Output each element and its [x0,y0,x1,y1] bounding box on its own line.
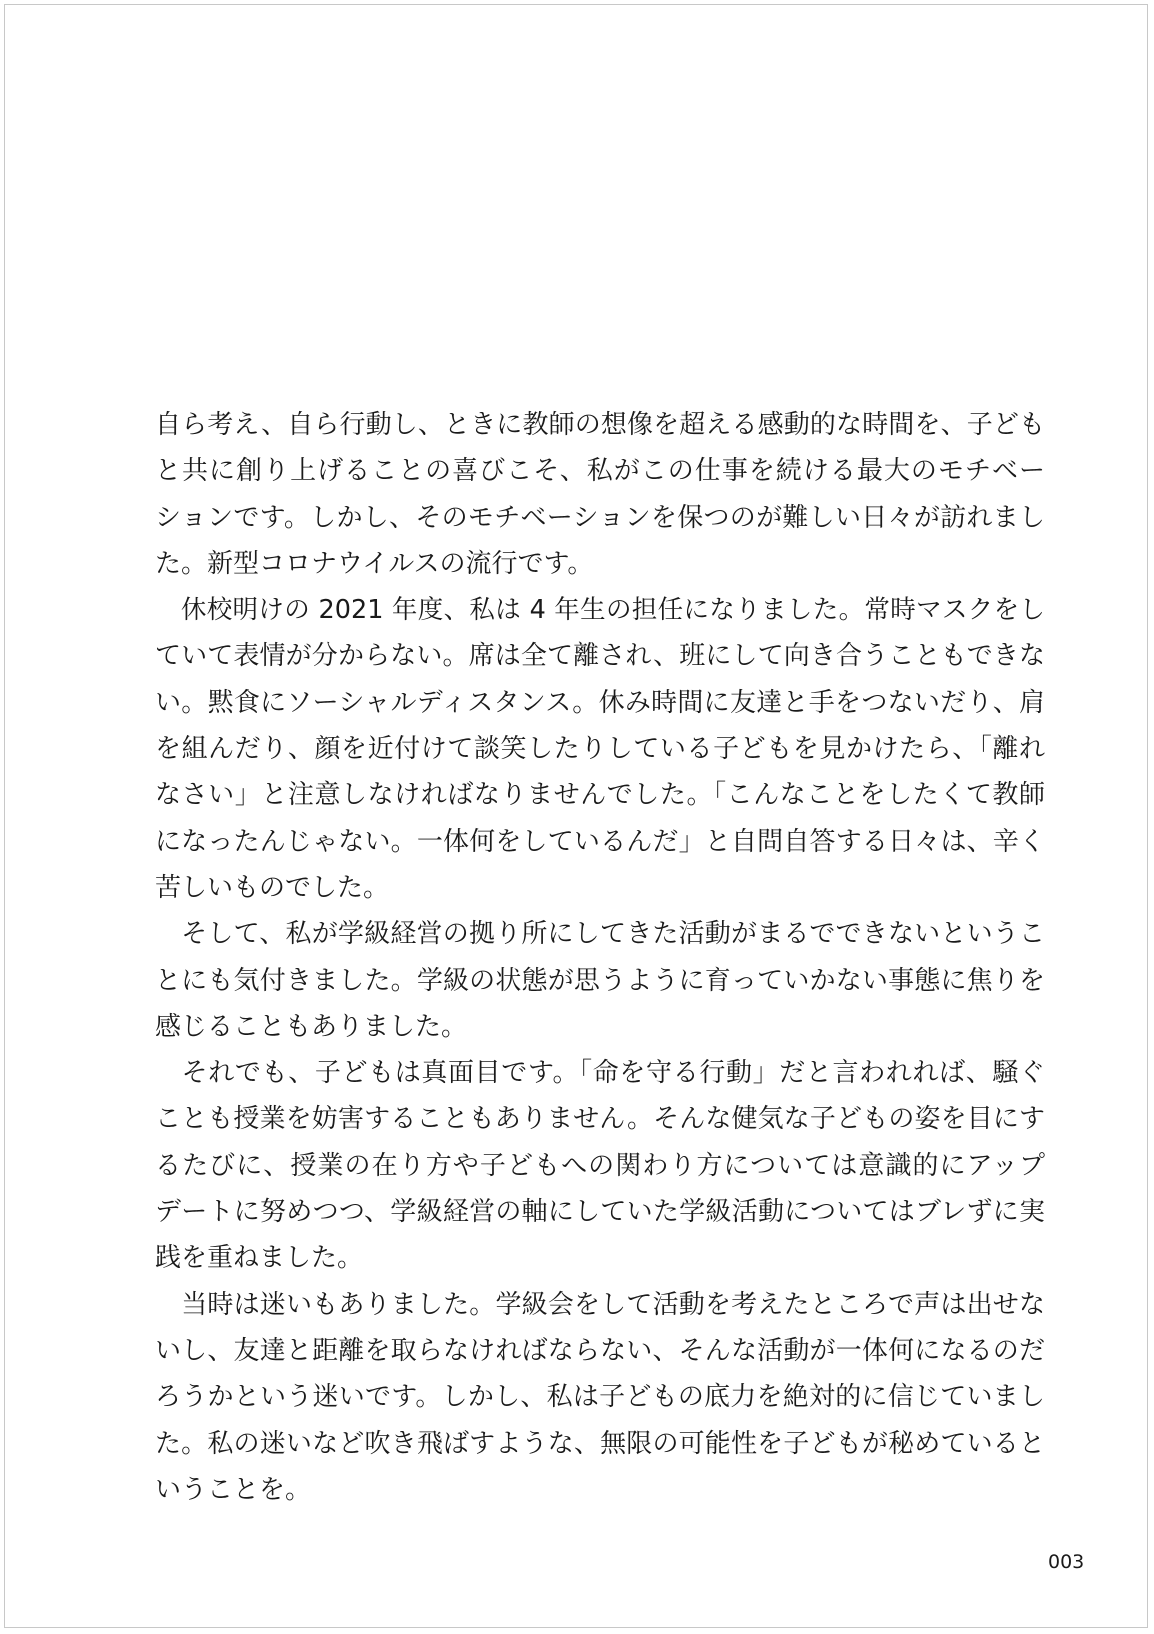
text-line: 当時は迷いもありました。学級会をして活動を考えたところで声は出せな [155,1289,1045,1320]
text-line: 苦しいものでした。 [155,872,390,903]
text-line: いし、友達と距離を取らなければならない、そんな活動が一体何になるのだ [155,1335,1045,1366]
text-line: た。私の迷いなど吹き飛ばすような、無限の可能性を子どもが秘めていると [155,1428,1045,1459]
paragraph-1 [155,402,1045,587]
paragraph-2 [155,587,1045,911]
text-line: るたびに、授業の在り方や子どもへの関わり方については意識的にアップ [155,1150,1045,1181]
text-line: 感じることもありました。 [155,1011,468,1042]
text-line: とにも気付きました。学級の状態が思うように育っていかない事態に焦りを [155,965,1045,996]
text-line: ことも授業を妨害することもありません。そんな健気な子どもの姿を目にす [155,1104,1045,1135]
text-line: と共に創り上げることの喜びこそ、私がこの仕事を続ける最大のモチベー [155,456,1045,487]
text-line: 自ら考え、自ら行動し、ときに教師の想像を超える感動的な時間を、子ども [155,410,1045,440]
text-line: た。新型コロナウイルスの流行です。 [155,548,594,579]
paragraph-4 [155,1050,1045,1281]
text-line: い。黙食にソーシャルディスタンス。休み時間に友達と手をつないだり、肩 [155,687,1045,718]
text-line: デートに努めつつ、学級経営の軸にしていた学級活動についてはブレずに実 [155,1197,1045,1228]
text-line: になったんじゃない。一体何をしているんだ」と自問自答する日々は、辛く [155,826,1045,857]
paragraph-3 [155,911,1045,1050]
paragraph-5 [155,1282,1045,1513]
text-line: 践を重ねました。 [155,1243,364,1274]
body-text [155,402,1045,1513]
text-line: そして、私が学級経営の拠り所にしてきた活動がまるでできないというこ [155,919,1045,950]
text-line: 休校明けの 2021 年度、私は 4 年生の担任になりました。常時マスクをし [155,595,1045,626]
page-number: 003 [1048,1551,1085,1573]
text-line: ろうかという迷いです。しかし、私は子どもの底力を絶対的に信じていまし [155,1382,1045,1413]
text-line: いうことを。 [155,1474,312,1505]
text-line: ションです。しかし、そのモチベーションを保つのが難しい日々が訪れまし [155,502,1045,533]
text-line: を組んだり、顔を近付けて談笑したりしている子どもを見かけたら、「離れ [155,734,1045,765]
text-line: ていて表情が分からない。席は全て離され、班にして向き合うこともできな [155,641,1045,672]
text-line: なさい」と注意しなければなりませんでした。「こんなことをしたくて教師 [155,780,1045,811]
text-line: それでも、子どもは真面目です。「命を守る行動」だと言われれば、騒ぐ [155,1058,1045,1089]
